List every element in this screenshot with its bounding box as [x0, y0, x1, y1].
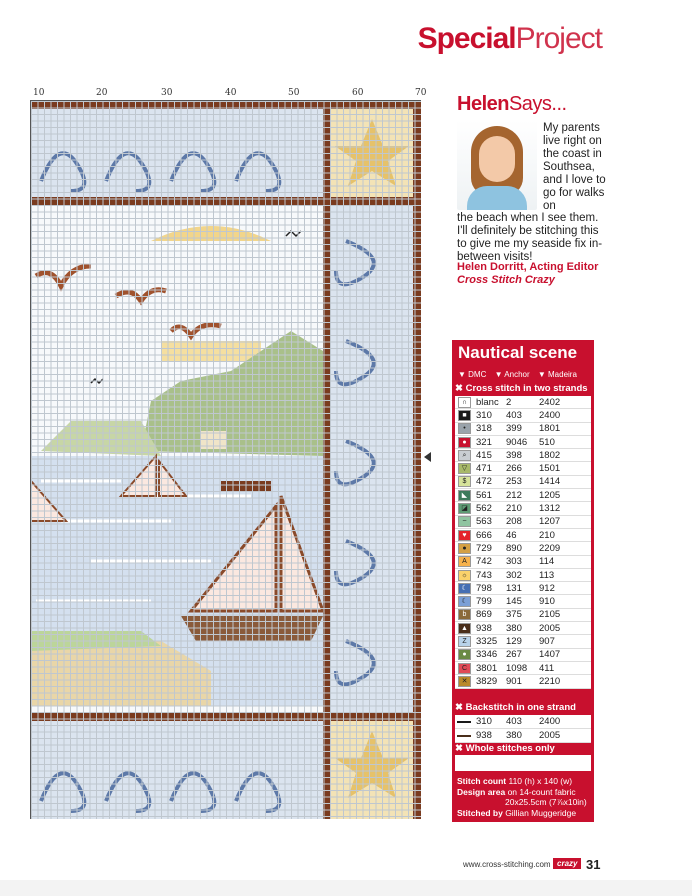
- key-column-headers: [458, 370, 583, 379]
- anchor-value: 302: [506, 569, 522, 581]
- dmc-value: 318: [476, 423, 492, 435]
- symbol-swatch-icon: ☼: [458, 570, 471, 581]
- dmc-value: 321: [476, 436, 492, 448]
- area-value: on 14-count fabric: [507, 786, 576, 797]
- anchor-value: 46: [506, 529, 517, 541]
- backstitch-line-icon: [457, 735, 471, 737]
- footer-url[interactable]: www.cross-stitching.com: [463, 860, 551, 869]
- madeira-value: 1407: [539, 649, 561, 661]
- symbol-swatch-icon: ◪: [458, 503, 471, 514]
- key-row: [455, 396, 591, 409]
- symbol-swatch-icon: ⌕: [458, 450, 471, 461]
- madeira-value: 910: [539, 596, 555, 608]
- dmc-value: 799: [476, 596, 492, 608]
- helen-title-name: Helen: [457, 93, 509, 115]
- madeira-value: 2105: [539, 609, 561, 621]
- key-row: [455, 582, 591, 595]
- symbol-swatch-icon: b: [458, 609, 471, 620]
- dmc-value: 3829: [476, 675, 498, 687]
- key-row: [455, 675, 591, 688]
- col-anchor: ▼ Anchor: [494, 370, 530, 379]
- header-project: Project: [515, 22, 602, 55]
- backstitch-row: [455, 729, 591, 743]
- center-marker-icon: [424, 452, 431, 462]
- dmc-value: 415: [476, 449, 492, 461]
- dmc-value: 742: [476, 556, 492, 568]
- key-row: [455, 449, 591, 462]
- anchor-value: 399: [506, 423, 522, 435]
- dmc-value: 798: [476, 582, 492, 594]
- by-label: Stitched by: [457, 807, 503, 818]
- key-row: [455, 622, 591, 635]
- anchor-value: 303: [506, 556, 522, 568]
- anchor-value: 375: [506, 609, 522, 621]
- dmc-value: 561: [476, 489, 492, 501]
- symbol-swatch-icon: ✕: [458, 676, 471, 687]
- backstitch-row: [455, 715, 591, 729]
- madeira-value: 1312: [539, 503, 561, 515]
- key-row: [455, 516, 591, 529]
- madeira-value: 113: [539, 569, 555, 581]
- madeira-value: 2209: [539, 542, 561, 554]
- symbol-swatch-icon: A: [458, 556, 471, 567]
- anchor-value: 1098: [506, 662, 528, 674]
- col-dmc: ▼ DMC: [458, 370, 487, 379]
- anchor-value: 403: [506, 409, 522, 421]
- madeira-value: 2400: [539, 716, 561, 727]
- key-row: [455, 436, 591, 449]
- anchor-value: 145: [506, 596, 522, 608]
- madeira-value: 1414: [539, 476, 561, 488]
- key-row: [455, 423, 591, 436]
- ruler-50: 50: [288, 88, 300, 98]
- anchor-value: 212: [506, 489, 522, 501]
- helen-says-title: [457, 93, 567, 116]
- anchor-value: 380: [506, 622, 522, 634]
- key-row: [455, 595, 591, 608]
- dmc-value: 729: [476, 542, 492, 554]
- symbol-swatch-icon: ~: [458, 516, 471, 527]
- symbol-swatch-icon: C: [458, 663, 471, 674]
- anchor-value: 9046: [506, 436, 528, 448]
- by-value: Gillian Muggeridge: [505, 807, 577, 818]
- symbol-swatch-icon: ☾: [458, 583, 471, 594]
- madeira-value: 2402: [539, 396, 561, 408]
- dmc-value: 563: [476, 516, 492, 528]
- anchor-value: 253: [506, 476, 522, 488]
- symbol-swatch-icon: ▽: [458, 463, 471, 474]
- helen-signature: [457, 261, 598, 287]
- symbol-swatch-icon: •: [458, 423, 471, 434]
- symbol-swatch-icon: ▲: [458, 623, 471, 634]
- madeira-value: 1205: [539, 489, 561, 501]
- madeira-value: 210: [539, 529, 555, 541]
- page-number: 31: [586, 857, 601, 872]
- ruler-10: 10: [33, 88, 45, 98]
- key-title: Nautical scene: [458, 343, 578, 362]
- dmc-value: 310: [476, 409, 492, 421]
- dmc-value: 472: [476, 476, 492, 488]
- helen-title-says: Says...: [508, 93, 567, 115]
- key-row: [455, 662, 591, 675]
- key-row: [455, 569, 591, 582]
- anchor-value: 131: [506, 582, 522, 594]
- cross-stitch-rows: [455, 396, 591, 689]
- madeira-value: 907: [539, 635, 555, 647]
- dmc-value: 938: [476, 730, 492, 741]
- madeira-value: 411: [539, 662, 555, 674]
- bottom-strip: [0, 880, 692, 896]
- symbol-swatch-icon: $: [458, 476, 471, 487]
- madeira-value: 912: [539, 582, 555, 594]
- key-row: [455, 556, 591, 569]
- anchor-value: 2: [506, 396, 512, 408]
- section-cross-stitch: ✖ Cross stitch in two strands: [455, 383, 588, 394]
- signature-name: Helen Dorritt, Acting Editor: [457, 261, 599, 273]
- key-row: [455, 462, 591, 475]
- dmc-value: 666: [476, 529, 492, 541]
- anchor-value: 266: [506, 463, 522, 475]
- symbol-swatch-icon: ◣: [458, 490, 471, 501]
- dmc-value: 3325: [476, 635, 498, 647]
- dmc-value: 3346: [476, 649, 498, 661]
- symbol-swatch-icon: ●: [458, 543, 471, 554]
- anchor-value: 129: [506, 635, 522, 647]
- key-row: [455, 635, 591, 648]
- madeira-value: 1501: [539, 463, 561, 475]
- count-value: 110 (h) x 140 (w): [508, 776, 573, 786]
- anchor-value: 901: [506, 675, 522, 687]
- count-label: Stitch count: [457, 776, 507, 786]
- ruler-70: 70: [415, 88, 427, 98]
- anchor-value: 267: [506, 649, 522, 661]
- ruler-20: 20: [96, 88, 108, 98]
- area-size: 20x25.5cm (7⅞x10in): [505, 797, 587, 807]
- ruler-30: 30: [161, 88, 173, 98]
- ruler-40: 40: [225, 88, 237, 98]
- dmc-value: 3801: [476, 662, 498, 674]
- anchor-value: 380: [506, 730, 522, 741]
- dmc-value: 743: [476, 569, 492, 581]
- section-backstitch: ✖ Backstitch in one strand: [455, 702, 576, 713]
- key-row: [455, 489, 591, 502]
- anchor-value: 398: [506, 449, 522, 461]
- backstitch-line-icon: [457, 721, 471, 723]
- section-whole-stitches: ✖ Whole stitches only: [455, 743, 555, 754]
- symbol-swatch-icon: ♥: [458, 530, 471, 541]
- helen-photo: [457, 120, 537, 210]
- madeira-value: 510: [539, 436, 555, 448]
- key-row: [455, 502, 591, 515]
- madeira-value: 2400: [539, 409, 561, 421]
- dmc-value: 562: [476, 503, 492, 515]
- madeira-value: 2005: [539, 730, 561, 741]
- key-row: [455, 649, 591, 662]
- dmc-value: 471: [476, 463, 492, 475]
- symbol-swatch-icon: ☾: [458, 596, 471, 607]
- madeira-value: 1207: [539, 516, 561, 528]
- area-label: Design area: [457, 786, 506, 797]
- helen-quote-below: the beach when I see them. I'll definitely be stitching this to give me my seaside fix in-between visits!: [457, 212, 603, 263]
- backstitch-rows: [455, 715, 591, 743]
- ruler-60: 60: [352, 88, 364, 98]
- anchor-value: 403: [506, 716, 522, 727]
- key-row: [455, 476, 591, 489]
- dmc-value: 869: [476, 609, 492, 621]
- cross-stitch-chart: [30, 100, 421, 819]
- whole-stitches-box: [455, 755, 591, 771]
- symbol-swatch-icon: ●: [458, 649, 471, 660]
- crazy-badge: crazy: [553, 858, 581, 869]
- col-madeira: ▼ Madeira: [537, 370, 577, 379]
- signature-magazine: Cross Stitch Crazy: [457, 274, 555, 286]
- dmc-value: blanc: [476, 396, 499, 408]
- key-row: [455, 542, 591, 555]
- stitch-info: [457, 776, 587, 818]
- key-row: [455, 609, 591, 622]
- anchor-value: 890: [506, 542, 522, 554]
- dmc-value: 310: [476, 716, 492, 727]
- madeira-value: 2005: [539, 622, 561, 634]
- madeira-value: 1801: [539, 423, 561, 435]
- dmc-value: 938: [476, 622, 492, 634]
- anchor-value: 210: [506, 503, 522, 515]
- anchor-value: 208: [506, 516, 522, 528]
- header-special: Special: [417, 22, 516, 55]
- page-header: [418, 22, 602, 56]
- symbol-swatch-icon: ●: [458, 437, 471, 448]
- symbol-swatch-icon: Z: [458, 636, 471, 647]
- key-row: [455, 529, 591, 542]
- key-row: [455, 409, 591, 422]
- chart-grid: [31, 101, 421, 819]
- symbol-swatch-icon: ∩: [458, 397, 471, 408]
- symbol-swatch-icon: ■: [458, 410, 471, 421]
- madeira-value: 114: [539, 556, 555, 568]
- madeira-value: 2210: [539, 675, 561, 687]
- madeira-value: 1802: [539, 449, 561, 461]
- helen-quote-right: My parents live right on the coast in Southsea, and I love to go for walks on: [543, 122, 606, 212]
